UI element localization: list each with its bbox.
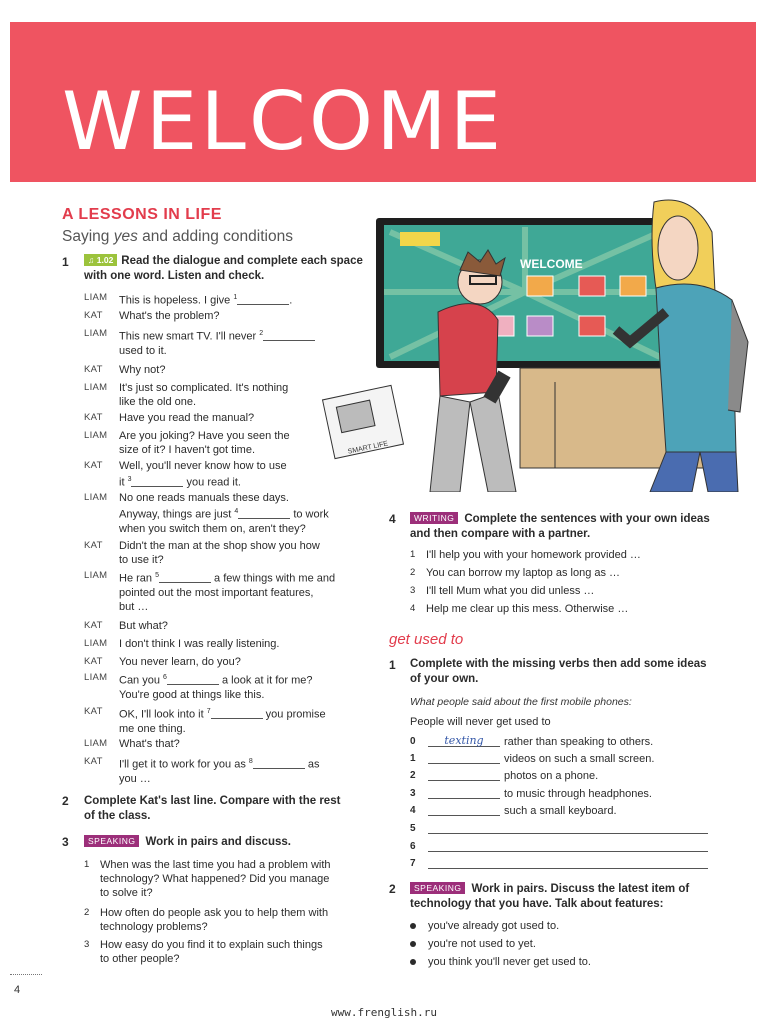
item-number: 0 (410, 736, 416, 747)
item-text: rather than speaking to others. (504, 736, 654, 748)
gu1-context: What people said about the first mobile phones: (410, 696, 632, 708)
dialogue-line-text: but … (119, 600, 149, 613)
speaker-name: LIAM (84, 382, 108, 393)
speaker-name: KAT (84, 460, 103, 471)
gap-number: 8 (248, 758, 253, 765)
line-text: OK, I'll look into it (119, 708, 207, 721)
dialogue-line-text (119, 655, 369, 669)
bullet-text: you're not used to yet. (428, 938, 536, 950)
line-text: What's that? (119, 738, 180, 750)
question-line: When was the last time you had a problem with (100, 859, 331, 871)
dialogue-line (119, 569, 369, 614)
answer-gap[interactable] (263, 330, 315, 341)
dialogue-line-text (119, 671, 369, 688)
question-line: technology? What happened? Did you manage (100, 873, 330, 885)
dialogue-line-text: pointed out the most important features, (119, 586, 314, 599)
dialogue-line (119, 705, 369, 736)
sentence-text: Help me clear up this mess. Otherwise … (426, 603, 629, 615)
bullet-text: you think you'll never get used to. (428, 956, 591, 968)
question-text (100, 938, 323, 966)
line-text: . (289, 294, 293, 307)
dialogue-line-text (119, 755, 369, 772)
item-number: 7 (410, 858, 416, 869)
girl-top (656, 284, 736, 452)
item-text: such a small keyboard. (504, 805, 617, 817)
dialogue-line-text (119, 637, 369, 651)
line-text: Have you read the manual? (119, 412, 255, 424)
bullet-text: you've already got used to. (428, 920, 560, 932)
question-line: technology problems? (100, 921, 208, 933)
section-heading: A LESSONS IN LIFE (62, 206, 222, 223)
own-idea-blank[interactable] (428, 857, 708, 869)
sentence-number: 2 (410, 567, 416, 578)
question-line: to other people? (100, 953, 180, 965)
dialogue-line (119, 671, 369, 702)
dialogue-line-text (119, 569, 369, 586)
gap-number: 7 (206, 708, 211, 715)
line-text: Can you (119, 674, 164, 687)
girl-face (658, 216, 698, 280)
dialogue-line-text (119, 491, 369, 505)
dialogue-line-text: size of it? I haven't got time. (119, 444, 256, 456)
gap-number: 3 (127, 476, 132, 483)
question-text (100, 858, 331, 900)
speaking-tag: SPEAKING (84, 835, 139, 847)
answer-blank[interactable] (428, 769, 500, 781)
footer-url: www.frenglish.ru (331, 1006, 437, 1019)
boy-shirt (438, 304, 498, 396)
bullet-dot-icon (410, 923, 416, 929)
grammar-heading: get used to (389, 631, 464, 648)
tv-illustration (320, 192, 756, 492)
speaking-tag-2: SPEAKING (410, 882, 465, 894)
item-number: 2 (410, 770, 416, 781)
answer-blank[interactable] (428, 787, 500, 799)
ex4-number: 4 (389, 512, 396, 526)
sentence-number: 1 (410, 549, 416, 560)
dialogue-line (119, 619, 369, 633)
page-title: WELCOME (62, 75, 505, 168)
dialogue-line (119, 737, 369, 751)
ex2-instruction: Complete Kat's last line. Compare with the rest of the class. (84, 795, 341, 822)
line-text: to work (290, 508, 329, 521)
sentence-text: You can borrow my laptop as long as … (426, 567, 621, 579)
ex1-instruction: ♫ 1.02 Read the dialogue and complete each space with one word. Listen and check. (84, 255, 363, 282)
dialogue-line-text (119, 737, 369, 751)
gap-number: 2 (259, 330, 264, 337)
dialogue-line-text (119, 539, 369, 553)
sentence-text: I'll help you with your homework provided … (426, 549, 641, 561)
line-text: I'll get it to work for you as (119, 758, 249, 771)
answer-gap[interactable] (167, 674, 219, 685)
item-number: 6 (410, 841, 416, 852)
line-text: He ran (119, 572, 156, 585)
gu1-instruction: Complete with the missing verbs then add some ideas of your own. (410, 658, 707, 685)
speaker-name: LIAM (84, 430, 108, 441)
dialogue-line (119, 637, 369, 651)
line-text: This is hopeless. I give (119, 294, 234, 307)
dialogue-line-text: You're good at things like this. (119, 688, 265, 701)
dialogue-line-text (119, 705, 369, 722)
dialogue-line-text: like the old one. (119, 396, 197, 408)
item-number: 1 (410, 753, 416, 764)
line-text: a few things with me and (210, 572, 336, 585)
answer-blank[interactable] (428, 752, 500, 764)
speaker-name: LIAM (84, 570, 108, 581)
line-text: It's just so complicated. It's nothing (119, 382, 289, 394)
speaker-name: LIAM (84, 292, 108, 303)
speaker-name: KAT (84, 756, 103, 767)
speaker-name: LIAM (84, 672, 108, 683)
line-text: Didn't the man at the shop show you how (119, 540, 320, 552)
footer-rule (10, 974, 42, 975)
dialogue-line-text: when you switch them on, aren't they? (119, 522, 306, 535)
welcome-banner (10, 22, 756, 182)
line-text: But what? (119, 620, 168, 632)
speaker-name: LIAM (84, 738, 108, 749)
question-line: to solve it? (100, 887, 153, 899)
ex3-number: 3 (62, 835, 69, 849)
gap-number: 6 (163, 674, 167, 681)
line-text: Anyway, things are just (119, 508, 235, 521)
gap-number: 4 (234, 508, 239, 515)
screen-welcome-text: WELCOME (520, 257, 583, 271)
svg-text:SMART LIFE: SMART LIFE (347, 440, 389, 456)
answer-gap[interactable] (211, 708, 263, 719)
answer-blank[interactable] (428, 804, 500, 816)
line-text: No one reads manuals these days. (119, 492, 289, 504)
dialogue-line (119, 755, 369, 786)
writing-tag: WRITING (410, 512, 458, 524)
answer-gap[interactable] (238, 508, 290, 519)
gu1-number: 1 (389, 658, 396, 672)
question-number: 1 (84, 859, 90, 870)
bullet-dot-icon (410, 941, 416, 947)
sentence-number: 4 (410, 603, 416, 614)
answer-gap[interactable] (253, 758, 305, 769)
question-line: How easy do you find it to explain such things (100, 939, 323, 951)
item-number: 3 (410, 788, 416, 799)
item-text: videos on such a small screen. (504, 753, 655, 765)
gap-number: 5 (155, 572, 159, 579)
speaker-name: LIAM (84, 492, 108, 503)
line-text: a look at it for me? (218, 674, 313, 687)
line-text: Well, you'll never know how to use (119, 460, 287, 472)
dialogue-line (119, 539, 369, 567)
section-subheading: Saying yes and adding conditions (62, 228, 293, 245)
speaker-name: LIAM (84, 638, 108, 649)
line-text: I don't think I was really listening. (119, 638, 280, 650)
line-text: you promise (262, 708, 326, 721)
gu2-instruction: SPEAKING Work in pairs. Discuss the latest item of technology that you have. Talk about features: (410, 883, 690, 910)
item-number: 5 (410, 823, 416, 834)
line-text: Why not? (119, 364, 166, 376)
speaker-name: KAT (84, 656, 103, 667)
bullet-dot-icon (410, 959, 416, 965)
dialogue-line (119, 655, 369, 669)
sentence-number: 3 (410, 585, 416, 596)
dialogue-line-text: to use it? (119, 554, 164, 566)
answer-blank[interactable]: texting (428, 735, 500, 747)
dialogue-line-text (119, 505, 369, 522)
question-number: 3 (84, 939, 90, 950)
answer-gap[interactable] (237, 294, 289, 305)
question-line: How often do people ask you to help them with (100, 907, 329, 919)
line-text: as (304, 758, 320, 771)
speaker-name: KAT (84, 706, 103, 717)
line-text: This new smart TV. I'll never (119, 330, 260, 343)
line-text: Are you joking? Have you seen the (119, 430, 290, 442)
dialogue-line-text (119, 619, 369, 633)
question-text (100, 906, 328, 934)
own-idea-blank[interactable] (428, 822, 708, 834)
speaker-name: LIAM (84, 328, 108, 339)
item-text: to music through headphones. (504, 788, 652, 800)
dialogue-line (119, 491, 369, 536)
ex3-instruction: SPEAKING Work in pairs and discuss. (84, 835, 374, 850)
item-number: 4 (410, 805, 416, 816)
speaker-name: KAT (84, 540, 103, 551)
ex2-number: 2 (62, 794, 69, 808)
answer-gap[interactable] (159, 572, 211, 583)
line-text: you read it. (183, 476, 241, 489)
gap-number: 1 (233, 294, 238, 301)
dialogue-line-text: me one thing. (119, 722, 186, 735)
answer-gap[interactable] (131, 476, 183, 487)
gu1-stem: People will never get used to (410, 716, 551, 728)
ex4-instruction: WRITING Complete the sentences with your own ideas and then compare with a partner. (410, 513, 710, 540)
page-number: 4 (14, 984, 21, 996)
speaker-name: KAT (84, 412, 103, 423)
dialogue-line-text: you … (119, 772, 151, 785)
item-text: photos on a phone. (504, 770, 599, 782)
dialogue-line-text: used to it. (119, 344, 167, 357)
tv-logo (400, 232, 440, 246)
line-text: You never learn, do you? (119, 656, 241, 668)
speaker-name: KAT (84, 364, 103, 375)
question-number: 2 (84, 907, 90, 918)
line-text: it (119, 476, 128, 489)
speaker-name: KAT (84, 620, 103, 631)
line-text: What's the problem? (119, 310, 220, 322)
sentence-text: I'll tell Mum what you did unless … (426, 585, 595, 597)
own-idea-blank[interactable] (428, 840, 708, 852)
gu2-number: 2 (389, 882, 396, 896)
speaker-name: KAT (84, 310, 103, 321)
ex1-number: 1 (62, 255, 69, 269)
audio-track-badge[interactable]: ♫ 1.02 (84, 254, 117, 266)
